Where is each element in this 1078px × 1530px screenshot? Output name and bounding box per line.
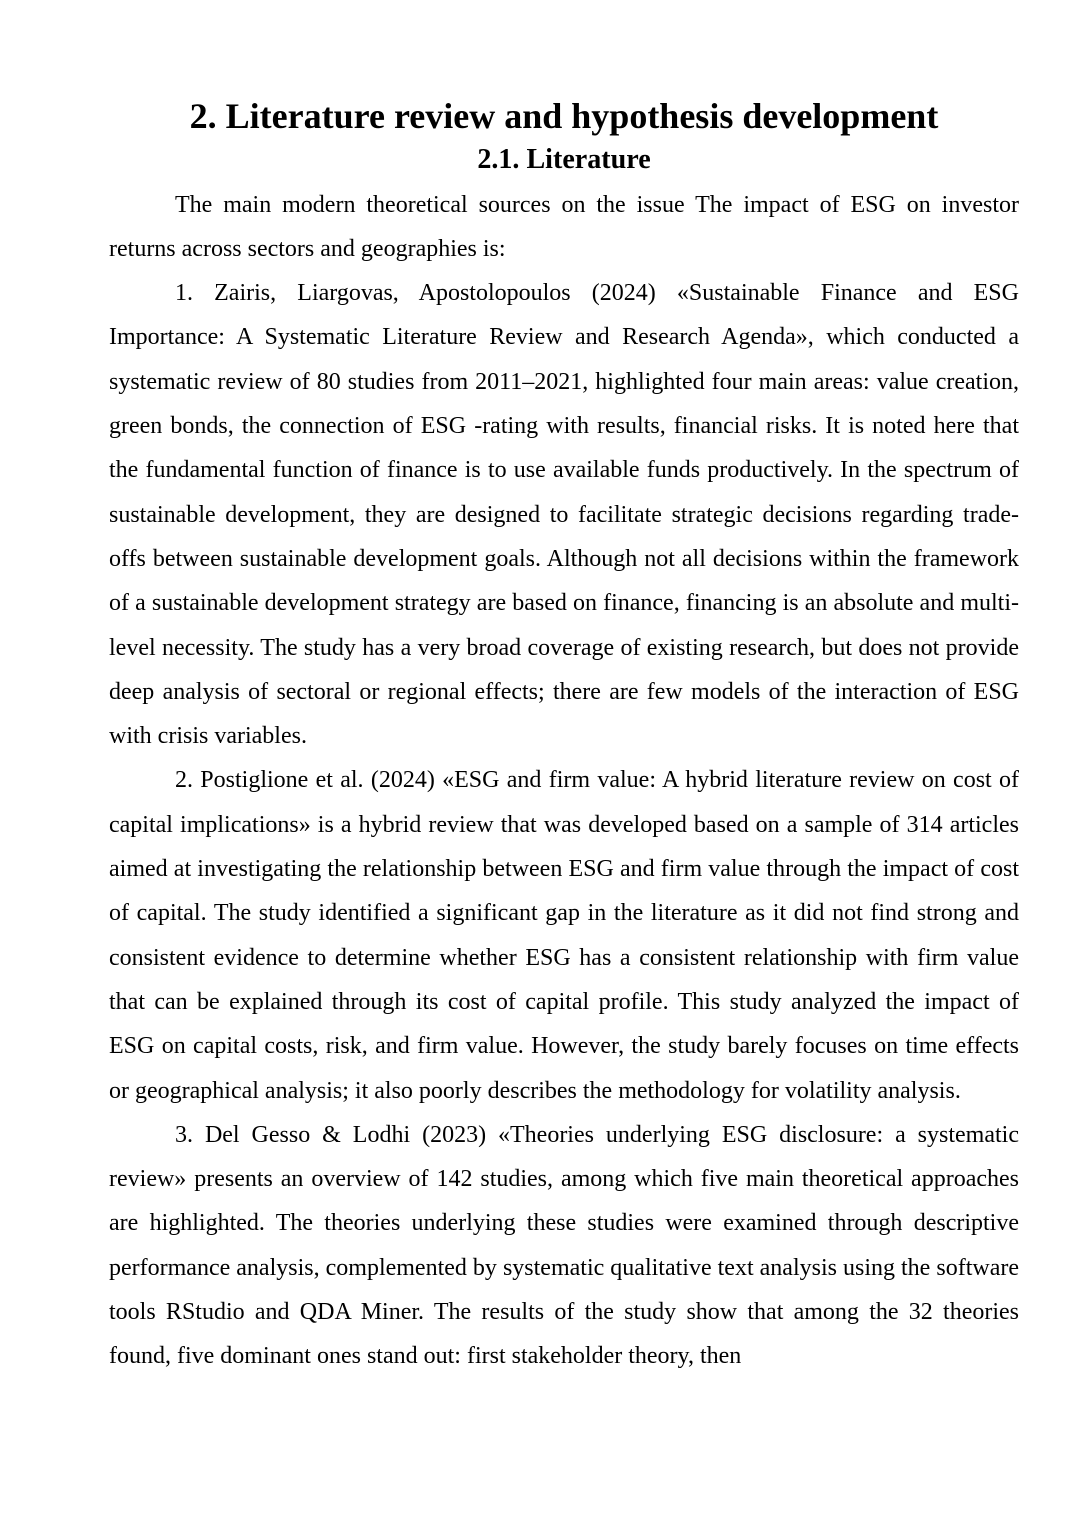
document-page xyxy=(109,94,1019,1379)
paragraph-intro: The main modern theoretical sources on the issue The impact of ESG on investor returns across sectors and geographies is: xyxy=(109,191,1019,262)
section-title: 2. Literature review and hypothesis development xyxy=(189,96,939,136)
paragraph-source-2: 2. Postiglione et al. (2024) «ESG and firm value: A hybrid literature review on cost of capital implications» is a hybrid review that was developed based on a sample of 314 articles aimed at investigating the relationship between ESG and firm value through the impact of cost of capital. The study identified a significant gap in the literature as it did not find strong and consistent evidence to determine whether ESG has a consistent relationship with firm value that can be explained through its cost of capital profile. This study analyzed the impact of ESG on capital costs, risk, and firm value. However, the study barely focuses on time effects or geographical analysis; it also poorly describes the methodology for volatility analysis. xyxy=(109,767,1019,1104)
subsection-title: 2.1. Literature xyxy=(477,144,651,176)
paragraph-source-1: 1. Zairis, Liargovas, Apostolopoulos (2024) «Sustainable Finance and ESG Importance: A Systematic Literature Review and Research Agenda», which conducted a systematic review of 80 studies from 2011–2021, highlighted four main areas: value creation, green bonds, the connection of ESG -rating with results, financial risks. It is noted here that the fundamental function of finance is to use available funds productively. In the spectrum of sustainable development, they are designed to facilitate strategic decisions regarding trade-offs between sustainable development goals. Although not all decisions within the framework of a sustainable development strategy are based on finance, financing is an absolute and multi-level necessity. The study has a very broad coverage of existing research, but does not provide deep analysis of sectoral or regional effects; there are few models of the interaction of ESG with crisis variables. xyxy=(109,280,1019,750)
paragraph-source-3: 3. Del Gesso & Lodhi (2023) «Theories underlying ESG disclosure: a systematic review» presents an overview of 142 studies, among which five main theoretical approaches are highlighted. The theories underlying these studies were examined through descriptive performance analysis, complemented by systematic qualitative text analysis using the software tools RStudio and QDA Miner. The results of the study show that among the 32 theories found, five dominant ones stand out: first stakeholder theory, then xyxy=(109,1121,1019,1370)
